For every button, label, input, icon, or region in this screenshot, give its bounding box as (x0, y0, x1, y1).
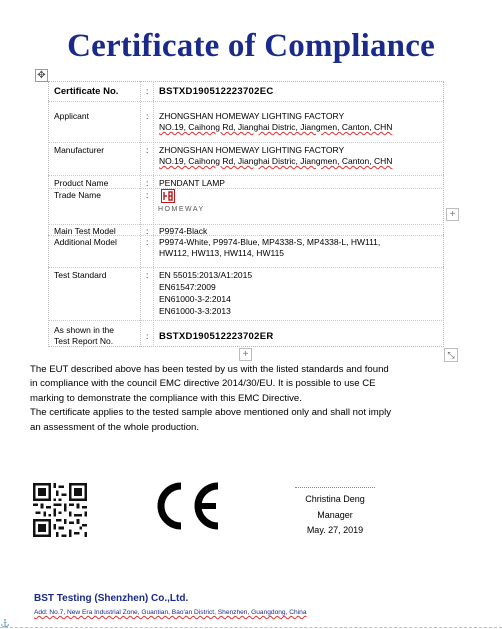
ce-mark-icon (150, 480, 222, 532)
table-move-handle-icon[interactable]: ✥ (35, 69, 48, 82)
colon: : (146, 226, 149, 236)
table-divider (48, 267, 444, 268)
value-additional-model-line2: HW112, HW113, HW114, HW115 (159, 248, 285, 258)
label-product-name: Product Name (54, 178, 109, 188)
table-resize-handle-icon[interactable]: ⤡ (444, 348, 458, 362)
colon: : (146, 178, 149, 188)
colon: : (146, 190, 149, 200)
table-divider (48, 320, 444, 321)
label-applicant: Applicant (54, 111, 89, 121)
anchor-icon: ⚓ (0, 619, 10, 628)
table-divider (48, 224, 444, 225)
table-divider (153, 81, 154, 347)
statement-line: The certificate applies to the tested sample above mentioned only and shall not imply (30, 407, 392, 419)
colon: : (146, 270, 149, 280)
label-test-report-line2: Test Report No. (54, 336, 114, 346)
signatory-title: Manager (317, 510, 353, 520)
table-divider (140, 81, 141, 347)
table-divider (48, 101, 444, 102)
table-divider (48, 142, 444, 143)
qr-code-icon (33, 483, 87, 537)
colon: : (146, 145, 149, 155)
table-divider (48, 175, 444, 176)
signatory-name: Christina Deng (305, 494, 365, 504)
homeway-logo-icon (161, 189, 175, 203)
compliance-statement (30, 363, 470, 435)
signature-line (295, 487, 375, 488)
colon: : (146, 331, 149, 341)
value-manufacturer-address: NO.19, Caihong Rd, Jianghai Distric, Jiangmen, Canton, CHN (159, 156, 393, 166)
label-test-standard: Test Standard (54, 270, 107, 280)
value-test-report-no: BSTXD190512223702ER (159, 331, 274, 342)
certificate-title: Certificate of Compliance (67, 28, 435, 64)
label-certificate-no: Certificate No. (54, 86, 119, 97)
label-manufacturer: Manufacturer (54, 145, 105, 155)
value-certificate-no: BSTXD190512223702EC (159, 86, 274, 97)
colon: : (146, 86, 149, 96)
value-additional-model-line1: P9974-White, P9974-Blue, MP4338-S, MP4338-L, HW111, (159, 237, 381, 247)
homeway-logo-text: HOMEWAY (158, 206, 205, 213)
value-manufacturer-name: ZHONGSHAN HOMEWAY LIGHTING FACTORY (159, 145, 345, 155)
statement-line: The EUT described above has been tested by us with the listed standards and found (30, 364, 389, 375)
label-main-test-model: Main Test Model (54, 226, 116, 236)
page-bottom-rule (0, 627, 502, 628)
issuer-address: Add: No.7, New Era Industrial Zone, Guantian, Bao'an District, Shenzhen, Guangdong, China (34, 609, 307, 616)
insert-row-plus-icon[interactable]: + (239, 348, 252, 361)
label-additional-model: Additional Model (54, 237, 117, 247)
value-test-standard-4: EN61000-3-3:2013 (159, 306, 231, 316)
value-applicant-name: ZHONGSHAN HOMEWAY LIGHTING FACTORY (159, 111, 345, 121)
value-applicant-address: NO.19, Caihong Rd, Jianghai Distric, Jiangmen, Canton, CHN (159, 122, 393, 132)
value-test-standard-1: EN 55015:2013/A1:2015 (159, 270, 253, 280)
value-product-name: PENDANT LAMP (159, 178, 225, 188)
signature-date: May. 27, 2019 (306, 525, 364, 535)
colon: : (146, 237, 149, 247)
value-test-standard-2: EN61547:2009 (159, 282, 216, 292)
value-test-standard-3: EN61000-3-2:2014 (159, 294, 231, 304)
label-test-report-line1: As shown in the (54, 325, 115, 335)
label-trade-name: Trade Name (54, 190, 101, 200)
statement-line: marking to demonstrate the compliance with this EMC Directive. (30, 392, 302, 404)
statement-line: an assessment of the whole production. (30, 421, 200, 433)
insert-column-plus-icon[interactable]: + (446, 208, 459, 221)
value-main-test-model: P9974-Black (159, 226, 208, 236)
issuer-company: BST Testing (Shenzhen) Co.,Ltd. (34, 593, 189, 604)
colon: : (146, 111, 149, 121)
statement-line: in compliance with the council EMC directive 2014/30/EU. It is possible to use CE (30, 378, 376, 390)
